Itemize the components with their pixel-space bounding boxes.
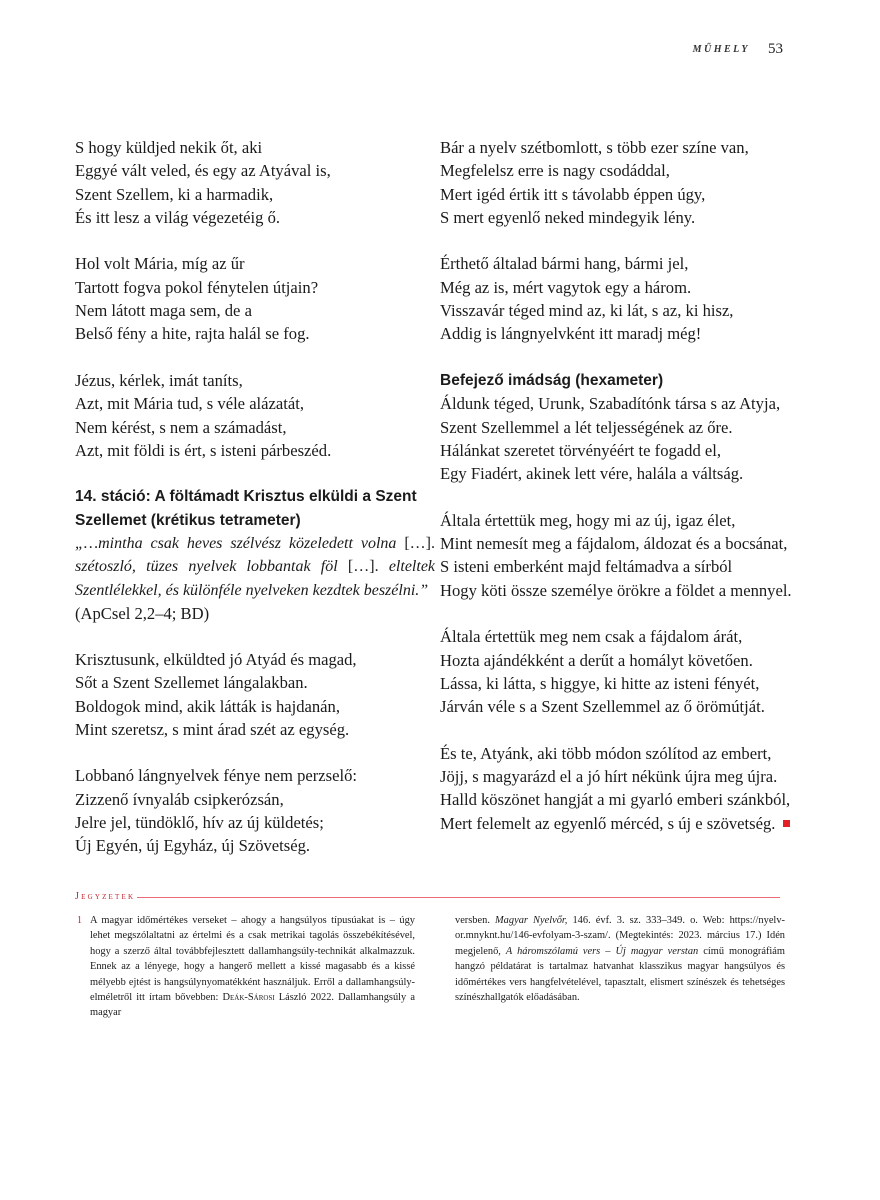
stanza [75,764,435,857]
verse-line [440,812,820,835]
verse-line [440,299,820,322]
verse-line-text: Belső fény a hite, rajta halál se fog. [75,324,310,344]
stanza [440,742,820,835]
notes-header [75,890,780,904]
verse-line [440,392,820,415]
verse-line [75,299,435,322]
verse-line-text: Hozta ajándékként a derűt a homályt követően. [440,650,753,670]
verse-line [440,742,820,765]
bible-quote [75,532,435,602]
stanza [440,625,820,718]
verse-line-text: Járván véle s a Szent Szellemmel az ő örömútját. [440,697,765,717]
verse-line-text: Azt, mit földi is ért, s isteni párbeszéd. [75,440,332,460]
verse-line-text: Azt, mit Mária tud, s véle alázatát, [75,394,304,414]
verse-line-text: Szent Szellemmel a lét teljességének az őre. [440,417,733,437]
footnote-text: című monográfiám hangzó példatárat is tartalmaz hatvanhat klasszikus magyar hangsúlyos és időmértékes vers hangfelvételével, tapasztalt, elismert színészek és tehetséges színészhallgatók előadásában. [455,945,786,1004]
verse-line [440,252,820,275]
verse-line [440,579,820,602]
page-number: 53 [768,41,783,57]
footnote-number: 1 [77,915,82,926]
footnote-text: László 2022. Dallamhangsúly a magyar [90,992,415,1019]
verse-line [440,532,820,555]
section-heading-closing-prayer: Befejező imádság (hexameter) [440,371,664,389]
verse-line-text: Általa értettük meg, hogy mi az új, igaz élet, [440,510,736,530]
verse-line-text: Bár a nyelv szétbomlott, s több ezer színe van, [440,138,749,157]
verse-line-text: Mint szeretsz, s mint árad szét az egység. [75,719,350,739]
stanza [440,136,820,229]
left-stanzas-bottom [75,648,435,858]
verse-line [75,183,435,206]
verse-line [75,695,435,718]
footnote-journal: Magyar Nyelvőr, [495,915,568,926]
verse-line [440,672,820,695]
verse-line [75,276,435,299]
verse-line-text: S isteni emberként majd feltámadva a sírból [440,557,733,577]
verse-line-text: Eggyé vált veled, és egy az Atyával is, [75,161,331,181]
verse-line-text: Hol volt Mária, míg az űr [75,254,245,274]
verse-line-text: És te, Atyánk, aki több módon szólítod az embert, [440,743,772,763]
footnote-text: versben. [455,915,496,926]
right-column [440,136,820,858]
left-column [75,136,435,625]
verse-line-text: Nem látott maga sem, de a [75,301,252,321]
verse-line-text: Megfelelsz erre is nagy csodáddal, [440,161,670,181]
verse-line [440,462,820,485]
footnote-text: A magyar időmértékes verseket – ahogy a hangsúlyos típusúakat is – úgy lehet megszólaltatni az értelmi és a csak metrikai tagolás összebékítésével, hogy a szerző által továbbfejlesztett dallamhangsúly-technikát alkalmazzuk. Ennek az a lényege, hogy a hangerő mellett a kissé magasabb és a kissé mélyebb ejtést is hangsúlynyomatékként használjuk. Erről a dallamhangsúly-elméletről itt írtam bővebben: [90,915,415,1004]
verse-line [440,649,820,672]
verse-line [440,159,820,182]
footnote-book-title: A háromszólamú vers – Új magyar verstan [505,945,699,957]
verse-line-text: Mert felemelt az egyenlő mércéd, s új e szövetség. [440,813,776,833]
verse-line [440,439,820,462]
end-of-article-mark [783,820,790,827]
quote-ellipsis-2: […]. [337,558,389,576]
verse-line-text: Még az is, mért vagytok egy a három. [440,277,692,297]
verse-line-text: Mert igéd értik itt s távolabb éppen úgy, [440,184,706,204]
verse-line-text: S mert egyenlő neked mindegyik lény. [440,207,696,227]
verse-line [75,439,435,462]
verse-line [440,322,820,345]
verse-line-text: Zizzenő ívnyaláb csipkerózsán, [75,789,284,809]
right-stanzas-top [440,136,820,346]
verse-line-text: Mint nemesít meg a fájdalom, áldozat és a bocsánat, [440,534,788,554]
verse-line [440,276,820,299]
stanza [75,369,435,462]
stanza [75,136,435,229]
verse-line-text: Hogy köti össze személye örökre a földet a mennyel. [440,580,792,600]
verse-line-text: Addig is lángnyelvként itt maradj még! [440,324,702,344]
verse-line-text: Általa értettük meg nem csak a fájdalom árát, [440,627,743,647]
verse-line-text: Érthető általad bármi hang, bármi jel, [440,254,689,274]
verse-line [75,648,435,671]
verse-line [75,811,435,834]
stanza [440,392,820,485]
footnote-1-right [455,913,785,1005]
verse-line [75,764,435,787]
verse-line [440,509,820,532]
verse-line-text: Krisztusunk, elküldted jó Atyád és magad, [75,650,357,669]
verse-line-text: Szent Szellem, ki a harmadik, [75,184,274,204]
left-stanzas-top [75,136,435,462]
verse-line [75,159,435,182]
footnote-text: 146. évf. 3. sz. 333–349. o. Web: https://nyelvor.mnyknt.hu/146-evfolyam-3-szam/. (Megtekintés: 2023. március 17.) Idén megjelenő, [455,915,785,957]
verse-line-text: Lobbanó lángnyelvek fénye nem perzselő: [75,766,357,786]
verse-line [440,416,820,439]
verse-line-text: Sőt a Szent Szellemet lángalakban. [75,673,308,693]
quote-citation: (ApCsel 2,2–4; BD) [75,603,210,623]
quote-part-1: „…mintha csak heves szélvész közeledett volna [75,535,397,553]
verse-line-text: Halld köszönet hangját a mi gyarló emberi szánkból, [440,790,791,810]
quote-part-3: elteltek Szentlélekkel, és különféle nyelveken kezdtek beszélni.” [75,558,436,599]
right-stanzas-bottom [440,392,820,835]
quote-ellipsis-1: […]. [396,535,436,553]
section-heading-station-14: 14. stáció: A föltámadt Krisztus elküldi a Szent Szellemet (krétikus tetrameter) [75,488,417,529]
verse-line [75,718,435,741]
verse-line-text: Nem kérést, s nem a számadást, [75,417,287,437]
verse-line [440,695,820,718]
verse-line-text: Egy Fiadért, akinek lett vére, halála a váltság. [440,464,744,484]
verse-line [440,183,820,206]
verse-line [75,369,435,392]
verse-line-text: Lássa, ki látta, s higgye, ki hitte az isteni fényét, [440,673,760,693]
notes-title: Jegyzetek [75,891,136,902]
verse-line [75,671,435,694]
verse-line-text: Tartott fogva pokol fénytelen útjain? [75,277,319,297]
verse-line [75,834,435,857]
verse-line-text: Áldunk téged, Urunk, Szabadítónk társa s az Atyja, [440,394,781,414]
verse-line [75,252,435,275]
footnote-author: Deák-Sárosi [222,992,275,1004]
verse-line [75,788,435,811]
verse-line [440,788,820,811]
verse-line [440,625,820,648]
verse-line-text: És itt lesz a világ végezetéig ő. [75,207,281,227]
running-head: MŰHELY [692,44,750,55]
verse-line-text: S hogy küldjed nekik őt, aki [75,138,263,157]
verse-line [440,765,820,788]
footnote-1-left [77,913,415,1021]
verse-line-text: Jézus, kérlek, imát taníts, [75,370,243,390]
verse-line-text: Új Egyén, új Egyház, új Szövetség. [75,836,311,856]
verse-line-text: Visszavár téged mind az, ki lát, s az, ki hisz, [440,301,734,321]
verse-line-text: Jöjj, s magyarázd el a jó hírt nékünk újra meg újra. [440,767,778,787]
verse-line [440,206,820,229]
left-column-lower [75,648,435,881]
verse-line [440,136,820,159]
stanza [75,648,435,741]
notes-rule [137,897,780,898]
verse-line [75,206,435,229]
stanza [440,252,820,345]
verse-line [75,392,435,415]
verse-line [75,136,435,159]
stanza [75,252,435,345]
verse-line-text: Hálánkat szeretet törvényéért te fogadd el, [440,440,722,460]
verse-line [440,555,820,578]
quote-part-2: szétoszló, tüzes nyelvek lobbantak föl [75,558,338,576]
verse-line-text: Jelre jel, tündöklő, hív az új küldetés; [75,813,324,833]
stanza [440,509,820,602]
verse-line [75,416,435,439]
verse-line-text: Boldogok mind, akik látták is hajdanán, [75,696,340,716]
verse-line [75,322,435,345]
